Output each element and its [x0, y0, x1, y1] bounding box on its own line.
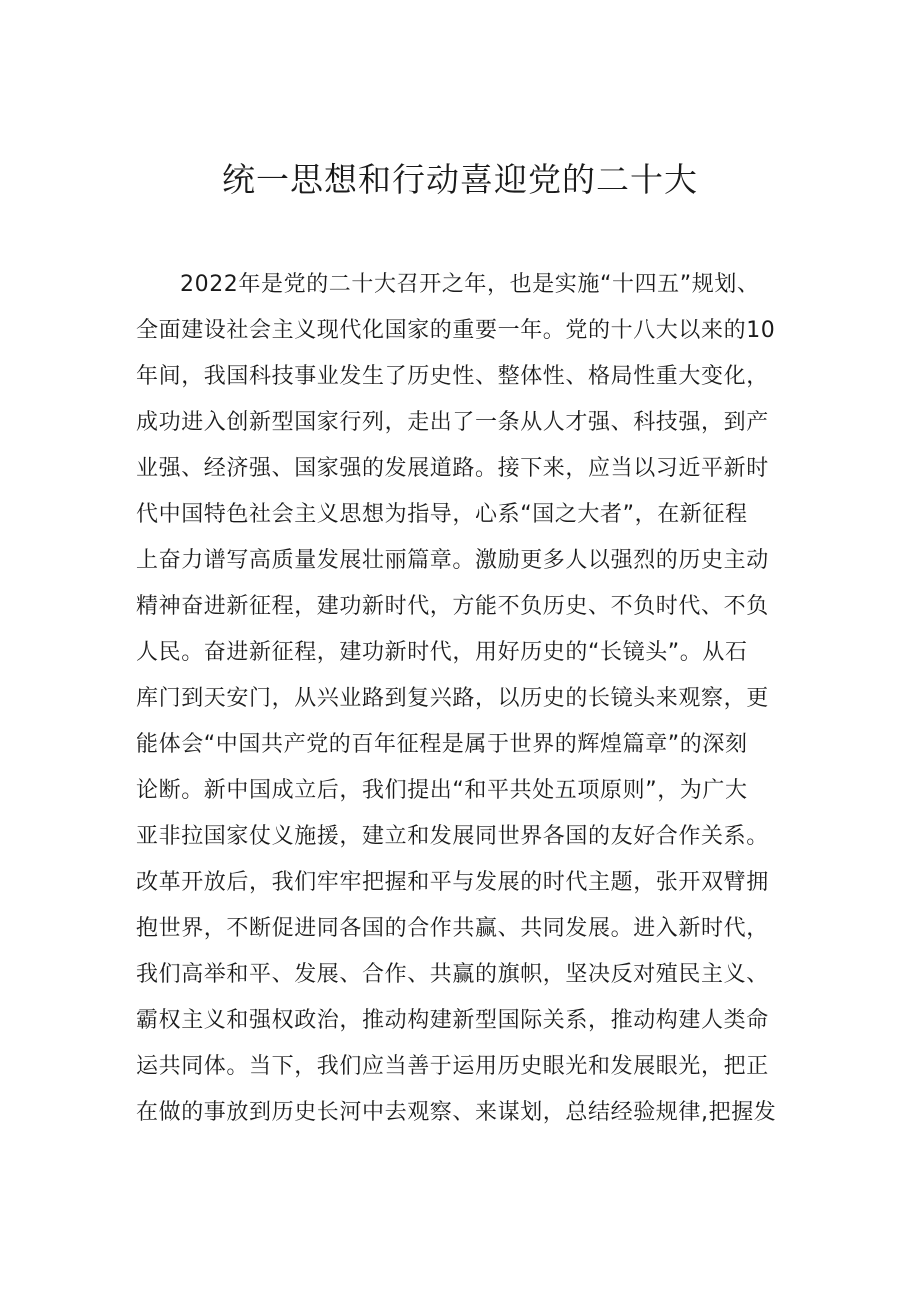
body-line: 亚非拉国家仗义施援，建立和发展同世界各国的友好合作关系。 — [136, 824, 769, 849]
body-line: 论断。新中国成立后，我们提出“和平共处五项原则”，为广大 — [136, 778, 748, 803]
body-line: 库门到天安门，从兴业路到复兴路，以历史的长镜头来观察，更 — [136, 686, 769, 711]
body-line: 抱世界，不断促进同各国的合作共赢、共同发展。进入新时代， — [136, 916, 769, 941]
body-line: 霸权主义和强权政治，推动构建新型国际关系，推动构建人类命 — [136, 1008, 769, 1033]
body-line: 人民。奋进新征程，建功新时代，用好历史的“长镜头”。从石 — [136, 640, 748, 665]
body-line: 运共同体。当下，我们应当善于运用历史眼光和发展眼光，把正 — [136, 1054, 769, 1079]
body-line: 年间，我国科技事业发生了历史性、整体性、格局性重大变化， — [136, 364, 769, 389]
body-line: 代中国特色社会主义思想为指导，心系“国之大者”，在新征程 — [136, 502, 748, 527]
body-line: 我们高举和平、发展、合作、共赢的旗帜，坚决反对殖民主义、 — [136, 962, 769, 987]
body-line: 能体会“中国共产党的百年征程是属于世界的辉煌篇章”的深刻 — [136, 732, 748, 757]
document-title: 统一思想和行动喜迎党的二十大 — [222, 160, 698, 199]
document-body — [136, 262, 801, 1136]
body-line: 精神奋进新征程，建功新时代，方能不负历史、不负时代、不负 — [136, 594, 769, 619]
body-line: 改革开放后，我们牢牢把握和平与发展的时代主题，张开双臂拥 — [136, 870, 769, 895]
body-line: 全面建设社会主义现代化国家的重要一年。党的十八大以来的10 — [136, 318, 776, 343]
body-line: 在做的事放到历史长河中去观察、来谋划，总结经验规律,把握发 — [136, 1100, 777, 1125]
body-line: 业强、经济强、国家强的发展道路。接下来，应当以习近平新时 — [136, 456, 769, 481]
body-line: 成功进入创新型国家行列，走出了一条从人才强、科技强，到产 — [136, 410, 769, 435]
body-line: 2022年是党的二十大召开之年，也是实施“十四五”规划、 — [180, 272, 760, 297]
body-line: 上奋力谱写高质量发展壮丽篇章。激励更多人以强烈的历史主动 — [136, 548, 769, 573]
